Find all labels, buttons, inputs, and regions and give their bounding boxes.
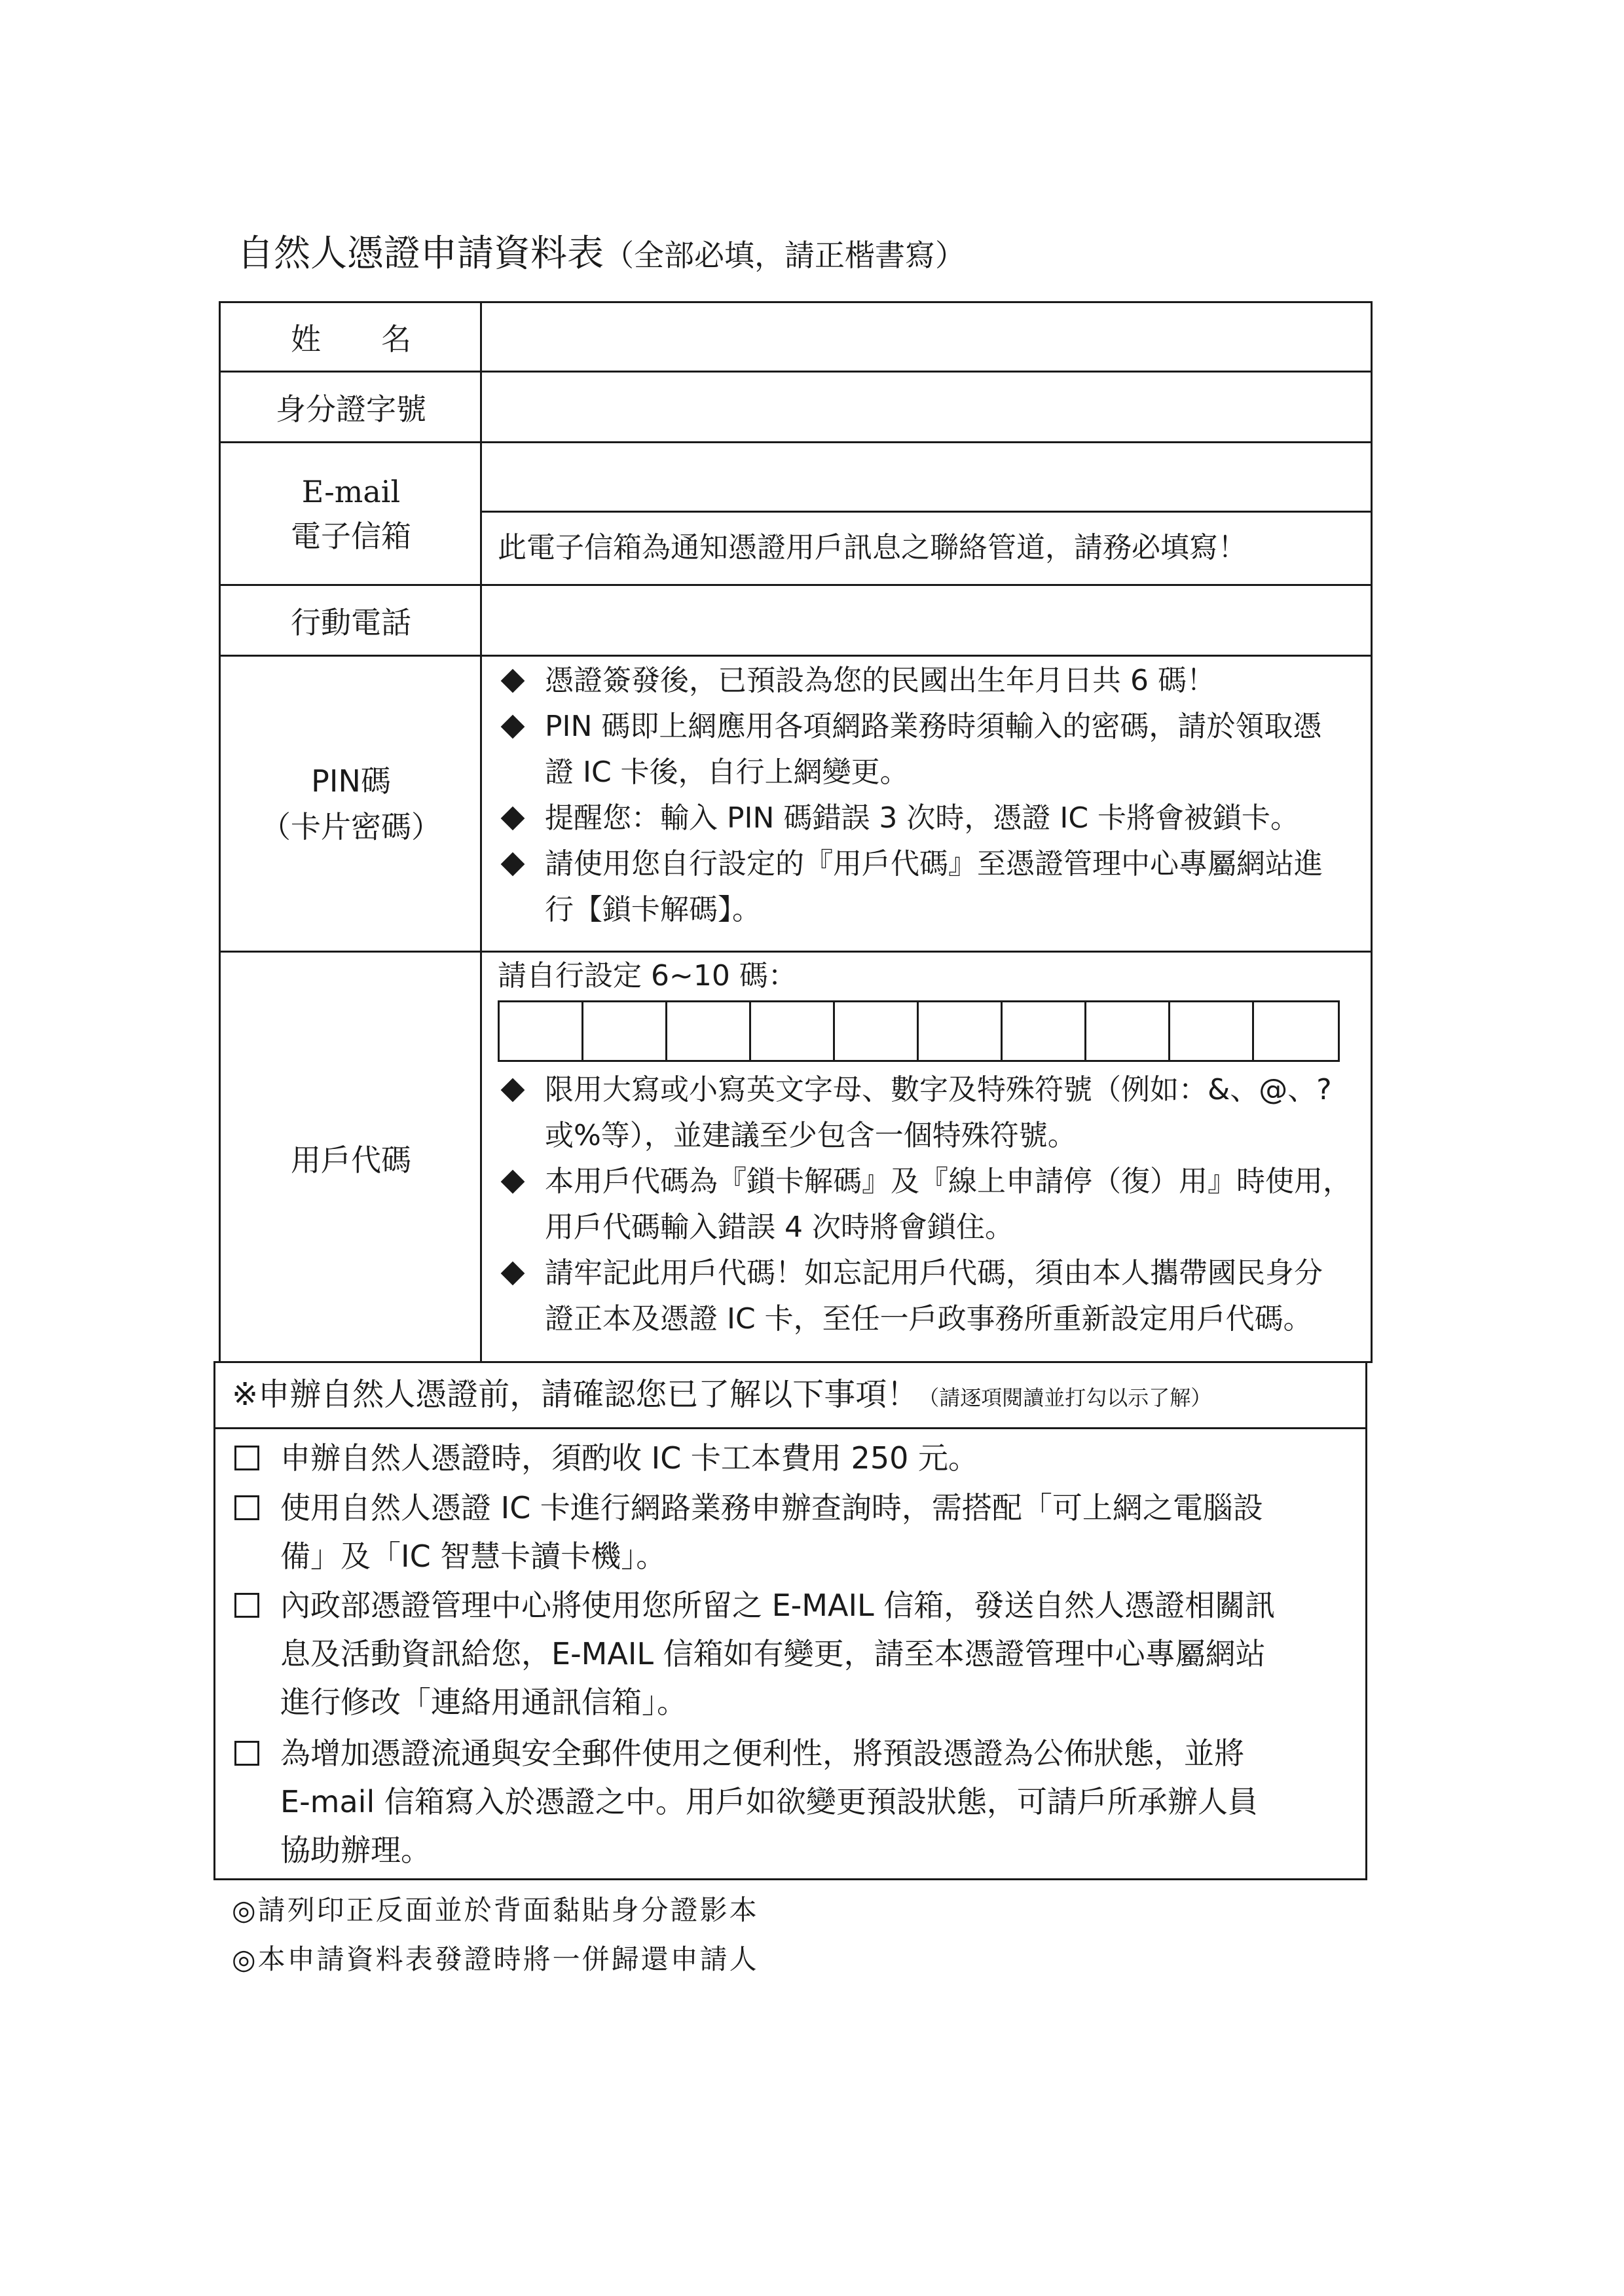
- pin-bullet-1: 憑證簽發後，已預設為您的民國出生年月日共 6 碼！: [545, 664, 1215, 697]
- user-code-box[interactable]: [667, 1002, 751, 1060]
- id-number-input-cell[interactable]: [482, 373, 1371, 441]
- email-input-cell[interactable]: [482, 443, 1371, 511]
- user-code-bullet-2: 本用戶代碼為『鎖卡解碼』及『線上申請停（復）用』時使用，: [545, 1165, 1352, 1198]
- checkbox[interactable]: [234, 1741, 259, 1766]
- pin-bullet-2: PIN 碼即上網應用各項網路業務時須輸入的密碼，請於領取憑: [545, 710, 1322, 743]
- email-label: E-mail 電子信箱: [291, 473, 411, 554]
- user-code-box[interactable]: [500, 1002, 583, 1060]
- email-note: 此電子信箱為通知憑證用戶訊息之聯絡管道，請務必填寫！: [498, 531, 1247, 564]
- pin-bullet-2-cont: 證 IC 卡後，自行上網變更。: [545, 756, 909, 789]
- user-code-bullet-1: 限用大寫或小寫英文字母、數字及特殊符號（例如：&、@、?: [545, 1073, 1332, 1106]
- form-title: [237, 228, 965, 280]
- footer-note-1: ◎請列印正反面並於背面黏貼身分證影本: [232, 1894, 759, 1926]
- user-code-label: 用戶代碼: [291, 1142, 411, 1178]
- user-code-prompt: 請自行設定 6~10 碼：: [498, 959, 797, 993]
- check-item-4: 為增加憑證流通與安全郵件使用之便利性，將預設憑證為公佈狀態，並將: [280, 1736, 1244, 1771]
- user-code-box[interactable]: [919, 1002, 1003, 1060]
- pin-bullet-3: 提醒您：輸入 PIN 碼錯誤 3 次時，憑證 IC 卡將會被鎖卡。: [545, 801, 1300, 835]
- checkbox[interactable]: [234, 1593, 259, 1618]
- user-code-box[interactable]: [583, 1002, 667, 1060]
- check-item-2-cont: 備」及「IC 智慧卡讀卡機」。: [280, 1539, 667, 1574]
- pin-bullet-4: 請使用您自行設定的『用戶代碼』至憑證管理中心專屬網站進: [545, 847, 1323, 881]
- user-code-bullet-3: 請牢記此用戶代碼！如忘記用戶代碼，須由本人攜帶國民身分: [545, 1256, 1323, 1290]
- user-code-box[interactable]: [1254, 1002, 1338, 1060]
- form-title-note: （全部必填，請正楷書寫）: [604, 238, 965, 273]
- checkbox[interactable]: [234, 1495, 259, 1520]
- check-item-4-cont: 協助辦理。: [280, 1832, 431, 1868]
- check-item-3: 內政部憑證管理中心將使用您所留之 E-MAIL 信箱，發送自然人憑證相關訊: [280, 1588, 1276, 1623]
- user-code-box[interactable]: [835, 1002, 919, 1060]
- user-code-box[interactable]: [1003, 1002, 1086, 1060]
- user-code-bullet-2-cont: 用戶代碼輸入錯誤 4 次時將會鎖住。: [545, 1211, 1014, 1244]
- user-code-bullet-3-cont: 證正本及憑證 IC 卡，至任一戶政事務所重新設定用戶代碼。: [545, 1302, 1312, 1336]
- check-item-3-cont: 息及活動資訊給您，E-MAIL 信箱如有變更，請至本憑證管理中心專屬網站: [280, 1636, 1266, 1671]
- check-item-1: 申辦自然人憑證時，須酌收 IC 卡工本費用 250 元。: [280, 1440, 978, 1476]
- id-number-label: 身分證字號: [276, 391, 426, 427]
- form-title-main: 自然人憑證申請資料表: [237, 232, 604, 275]
- check-item-4-cont: E-mail 信箱寫入於憑證之中。用戶如欲變更預設狀態，可請戶所承辦人員: [280, 1784, 1258, 1819]
- user-code-entry-grid[interactable]: [498, 1000, 1340, 1062]
- user-code-box[interactable]: [751, 1002, 835, 1060]
- user-code-box[interactable]: [1170, 1002, 1254, 1060]
- check-item-2: 使用自然人憑證 IC 卡進行網路業務申辦查詢時，需搭配「可上網之電腦設: [280, 1490, 1263, 1525]
- checkbox[interactable]: [234, 1446, 259, 1470]
- check-item-3-cont: 進行修改「連絡用通訊信箱」。: [280, 1685, 687, 1720]
- notice-heading: ※申辦自然人憑證前，請確認您已了解以下事項！（請逐項閱讀並打勾以示了解）: [232, 1376, 1212, 1413]
- mobile-phone-label: 行動電話: [291, 604, 411, 640]
- name-label: 姓 名: [291, 321, 411, 357]
- user-code-box[interactable]: [1086, 1002, 1170, 1060]
- user-code-bullet-1-cont: 或%等），並建議至少包含一個特殊符號。: [545, 1119, 1077, 1152]
- footer-note-2: ◎本申請資料表發證時將一併歸還申請人: [232, 1943, 759, 1975]
- mobile-phone-input-cell[interactable]: [482, 586, 1371, 655]
- pin-bullet-4-cont: 行【鎖卡解碼】。: [545, 893, 761, 926]
- pin-code-label: PIN碼 （卡片密碼）: [261, 763, 441, 845]
- name-input-cell[interactable]: [482, 303, 1371, 371]
